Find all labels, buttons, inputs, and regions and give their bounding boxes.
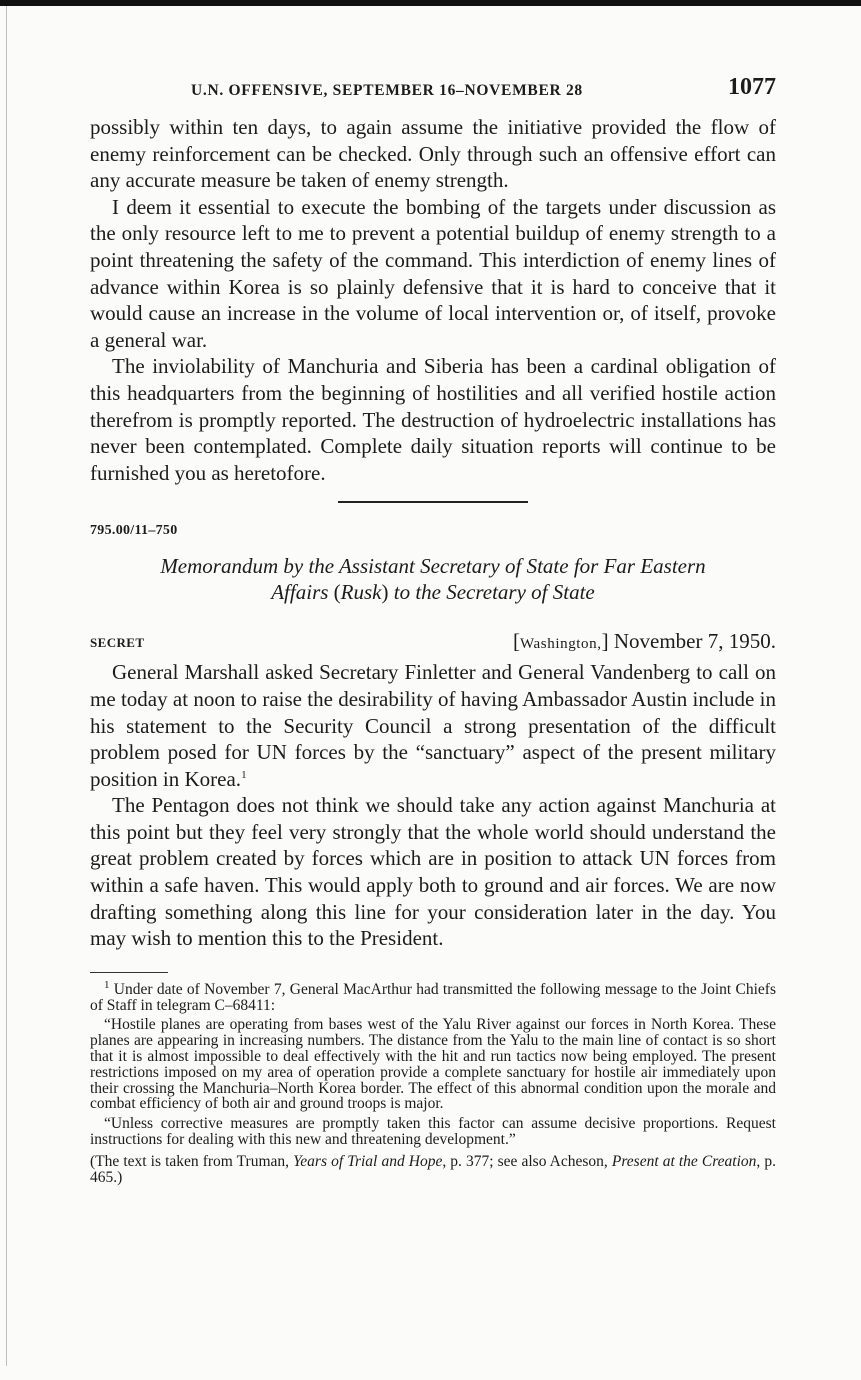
title-line — [90, 579, 776, 605]
title-text: Affairs — [271, 580, 329, 605]
footnote-marker: 1 — [241, 768, 247, 781]
dateline-place: Washington, — [519, 636, 602, 653]
footnote-quote: “Unless corrective measures are promptly taken this factor can assume decisive proportions. Request instructions for dealing with this new and threatening development.” — [90, 1115, 776, 1149]
paragraph: The inviolability of Manchuria and Siberia has been a cardinal obligation of this headquarters from the beginning of hostilities and all verified hostile action therefrom is promptly reported. The destruction of hydroelectric installations has never been contemplated. Complete daily situation reports will continue to be furnished you as heretofore. — [90, 354, 776, 485]
title-line: Memorandum by the Assistant Secretary of State for Far Eastern — [160, 554, 706, 579]
memorandum-body — [90, 659, 776, 952]
footnote — [90, 978, 776, 1014]
dateline — [513, 629, 776, 654]
title-author: Rusk — [340, 580, 382, 605]
page-header — [90, 70, 776, 114]
paragraph: possibly within ten days, to again assume the initiative provided the flow of enemy reinforcement can be checked. Only through such an offensive effort can any accurate measure be taken of enemy strength. — [90, 115, 776, 193]
document-page — [90, 70, 776, 1189]
footnote-text: Under date of November 7, General MacArthur had transmitted the following message to the Joint Chiefs of Staff in telegram C–68411: — [90, 980, 776, 1014]
continued-text — [90, 114, 776, 486]
paragraph: The Pentagon does not think we should take any action against Manchuria at this point but they feel very strongly that the whole world should understand the great problem created by forces which are in position to attack UN forces from within a safe haven. This would apply both to ground and air forces. We are now drafting something along this line for your consideration later in the day. You may wish to mention this to the President. — [90, 793, 776, 951]
section-divider — [338, 501, 528, 503]
footnote-number: 1 — [104, 978, 110, 991]
page-top-border — [0, 0, 861, 6]
dateline-bracket: [ — [512, 629, 520, 654]
footnote-source — [90, 1154, 776, 1186]
classification-row — [90, 629, 776, 659]
title-paren: ) — [381, 580, 389, 605]
page-left-edge — [6, 6, 7, 1366]
footnotes — [90, 978, 776, 1186]
source-text: (The text is taken from Truman, — [90, 1152, 290, 1170]
title-paren: ( — [333, 580, 341, 605]
page-number: 1077 — [728, 74, 776, 100]
footnote-quote: “Hostile planes are operating from bases west of the Yalu River against our forces in North Korea. These planes are appearing in increasing numbers. The distance from the Yalu to the main line of contact is so short that it is almost impossible to deal effectively with the hit and run tactics now being employed. The present restrictions imposed on my area of operation provide a complete sanctuary for hostile air immediately upon their crossing the Manchuria–North Korea border. The effect of this abnormal condition upon the morale and combat efficiency of both air and ground troops is major. — [90, 1016, 776, 1113]
dateline-date: ] November 7, 1950. — [601, 629, 776, 654]
paragraph — [90, 659, 776, 792]
source-text: , p. 377; see also Acheson, — [442, 1152, 608, 1170]
source-text: , p. 465.) — [90, 1152, 776, 1186]
book-title: Years of Trial and Hope — [293, 1152, 443, 1170]
classification-label: SECRET — [90, 635, 145, 651]
paragraph: I deem it essential to execute the bombing of the targets under discussion as the only resource left to me to prevent a potential buildup of enemy strength to a point threatening the safety of the command. This interdiction of enemy lines of advance within Korea is so plainly defensive that it is hard to conceive that it would cause an increase in the volume of local intervention or, of itself, provoke a general war. — [90, 194, 776, 352]
book-title: Present at the Creation — [611, 1152, 757, 1170]
paragraph-text: General Marshall asked Secretary Finletter and General Vandenberg to call on me today at noon to raise the desirability of having Ambassador Austin include in his statement to the Security Council a strong presentation of the difficult problem posed for UN forces by the “sanctuary” aspect of the present military position in Korea. — [90, 660, 776, 791]
document-title — [90, 553, 776, 605]
running-head: U.N. OFFENSIVE, SEPTEMBER 16–NOVEMBER 28 — [191, 82, 583, 99]
title-text: to the Secretary of State — [393, 580, 595, 605]
document-id: 795.00/11–750 — [90, 523, 178, 539]
footnote-rule — [90, 972, 168, 973]
